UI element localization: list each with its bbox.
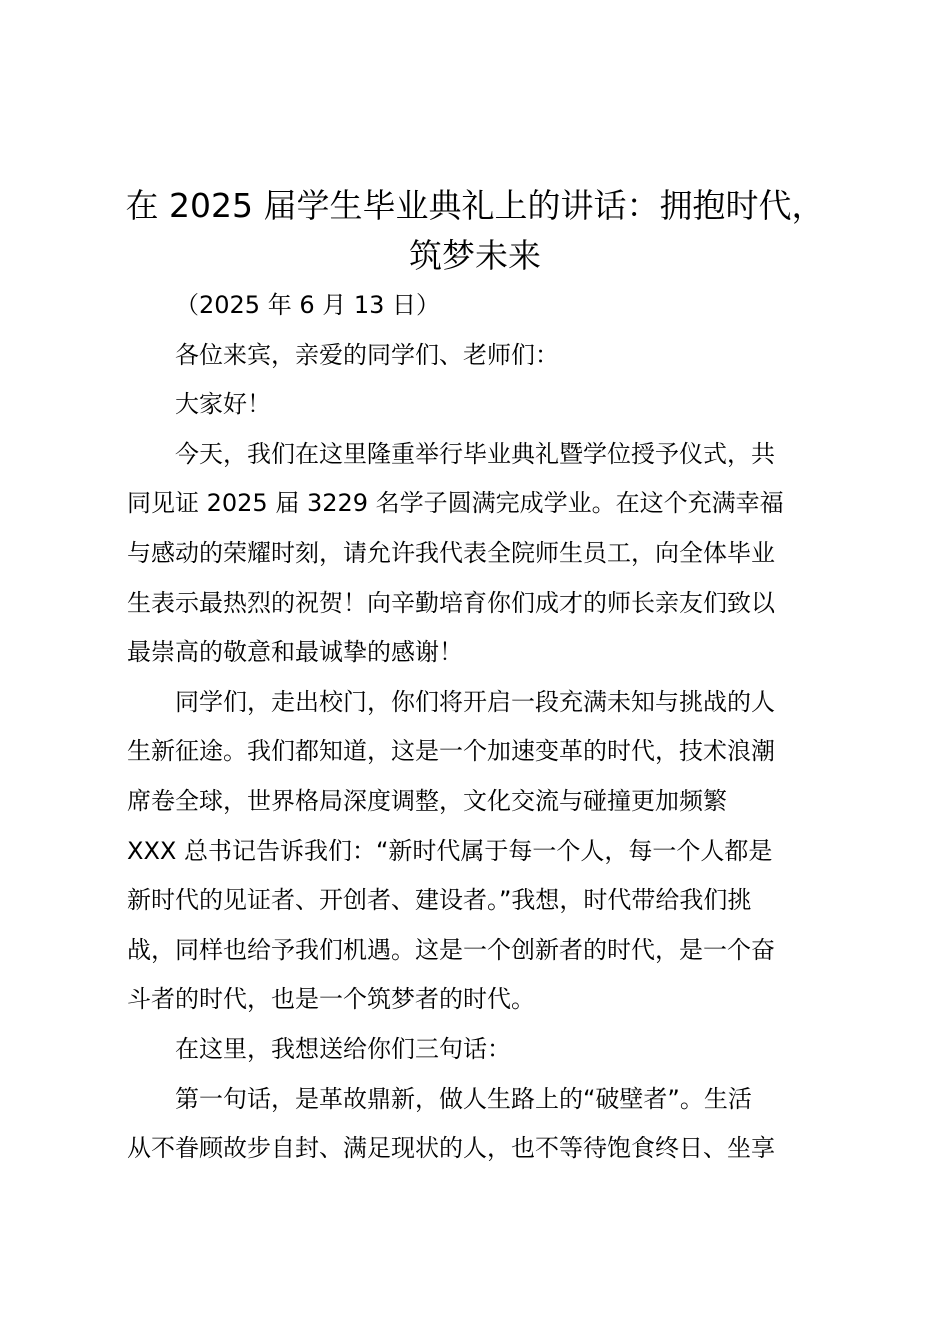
paragraph-line: 同学们，走出校门，你们将开启一段充满未知与挑战的人 [175, 687, 775, 716]
greeting: 大家好！ [175, 390, 271, 419]
paragraph-line: 最崇高的敬意和最诚挚的感谢！ [127, 638, 463, 667]
paragraph-line: 今天，我们在这里隆重举行毕业典礼暨学位授予仪式，共 [175, 439, 775, 468]
paragraph-4 [127, 1075, 832, 1174]
paragraph-line: 在这里，我想送给你们三句话： [175, 1034, 511, 1063]
document-title-line-2: 筑梦未来 [409, 236, 541, 275]
salutation: 各位来宾，亲爱的同学们、老师们： [175, 340, 559, 369]
paragraph-3 [127, 1025, 832, 1075]
paragraph-line: 新时代的见证者、开创者、建设者。”我想，时代带给我们挑 [127, 886, 752, 915]
paragraph-line: 战，同样也给予我们机遇。这是一个创新者的时代，是一个奋 [127, 935, 775, 964]
paragraph-line: 从不眷顾故步自封、满足现状的人，也不等待饱食终日、坐享 [127, 1134, 775, 1163]
document-title-line-1: 在 2025 届学生毕业典礼上的讲话：拥抱时代， [125, 186, 825, 225]
document-body [127, 281, 832, 1174]
paragraph-line: 与感动的荣耀时刻，请允许我代表全院师生员工，向全体毕业 [127, 538, 775, 567]
paragraph-line: 生表示最热烈的祝贺！向辛勤培育你们成才的师长亲友们致以 [127, 588, 775, 617]
paragraph-line: XXX 总书记告诉我们：“新时代属于每一个人，每一个人都是 [127, 836, 773, 865]
paragraph-line: 斗者的时代，也是一个筑梦者的时代。 [127, 985, 535, 1014]
paragraph-line: 第一句话，是革故鼎新，做人生路上的“破壁者”。生活 [175, 1084, 752, 1113]
paragraph-line: 生新征途。我们都知道，这是一个加速变革的时代，技术浪潮 [127, 737, 775, 766]
paragraph-1 [127, 430, 832, 678]
paragraph-line: 席卷全球，世界格局深度调整，文化交流与碰撞更加频繁 [127, 786, 727, 815]
paragraph-2 [127, 678, 832, 1025]
date-line: （2025 年 6 月 13 日） [175, 291, 441, 319]
paragraph-line: 同见证 2025 届 3229 名学子圆满完成学业。在这个充满幸福 [127, 489, 784, 518]
